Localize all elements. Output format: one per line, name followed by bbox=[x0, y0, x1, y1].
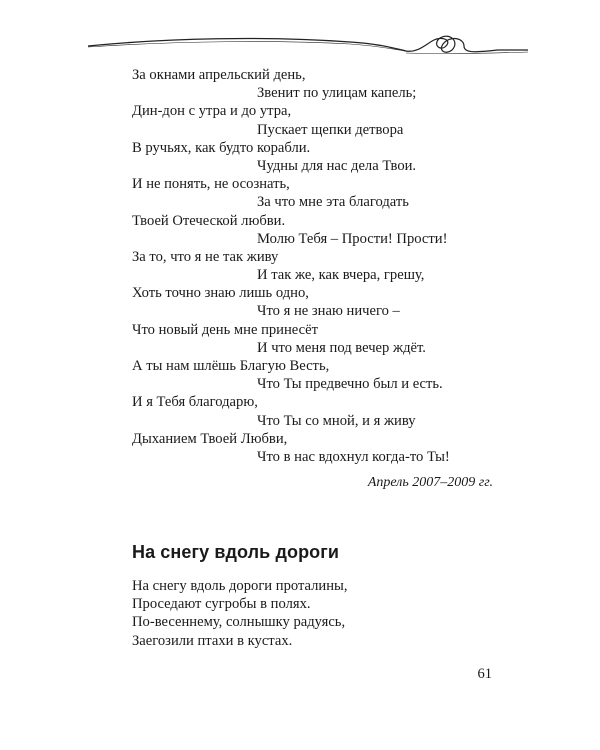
poem-title: На снегу вдоль дороги bbox=[132, 542, 340, 562]
poem-line: И не понять, не осознать, bbox=[132, 176, 290, 193]
poem-1 bbox=[132, 66, 512, 466]
poem-line: Что новый день мне принесёт bbox=[132, 321, 318, 338]
poem-line: Проседают сугробы в полях. bbox=[132, 596, 311, 613]
poem-line: Дыханием Твоей Любви, bbox=[132, 430, 288, 447]
poem-line: Хоть точно знаю лишь одно, bbox=[132, 285, 309, 302]
page-number: 61 bbox=[477, 666, 492, 682]
poem-2 bbox=[132, 577, 512, 650]
poem-line: На снегу вдоль дороги проталины, bbox=[132, 578, 348, 594]
poem-line: А ты нам шлёшь Благую Весть, bbox=[132, 358, 330, 374]
poem-line: За что мне эта благодать bbox=[257, 194, 409, 211]
poem-line: Что Ты со мной, и я живу bbox=[257, 412, 416, 429]
poem-line: За то, что я не так живу bbox=[132, 248, 279, 265]
poem-line: Что Ты предвечно был и есть. bbox=[257, 376, 443, 393]
poem-line: И так же, как вчера, грешу, bbox=[257, 267, 425, 284]
poem-line: Пускает щепки детвора bbox=[257, 121, 404, 138]
poem-line: По-весеннему, солнышку радуясь, bbox=[132, 614, 346, 631]
poem-line: Заегозили птахи в кустах. bbox=[132, 632, 293, 649]
poem-date: Апрель 2007–2009 гг. bbox=[367, 475, 493, 490]
poem-line: За окнами апрельский день, bbox=[132, 67, 306, 83]
poem-line: Что в нас вдохнул когда-то Ты! bbox=[257, 448, 450, 465]
poem-line: Твоей Отеческой любви. bbox=[132, 212, 286, 229]
poem-line: Молю Тебя – Прости! Прости! bbox=[257, 230, 448, 247]
poem-line: Звенит по улицам капель; bbox=[257, 85, 417, 102]
poem-line: Чудны для нас дела Твои. bbox=[257, 157, 417, 174]
header-ornament bbox=[88, 32, 528, 62]
poem-line: В ручьях, как будто корабли. bbox=[132, 139, 311, 156]
poem-line: И я Тебя благодарю, bbox=[132, 394, 258, 411]
poem-line: Дин-дон с утра и до утра, bbox=[132, 103, 292, 120]
poem-line: Что я не знаю ничего – bbox=[257, 303, 400, 320]
poem-line: И что меня под вечер ждёт. bbox=[257, 339, 426, 356]
